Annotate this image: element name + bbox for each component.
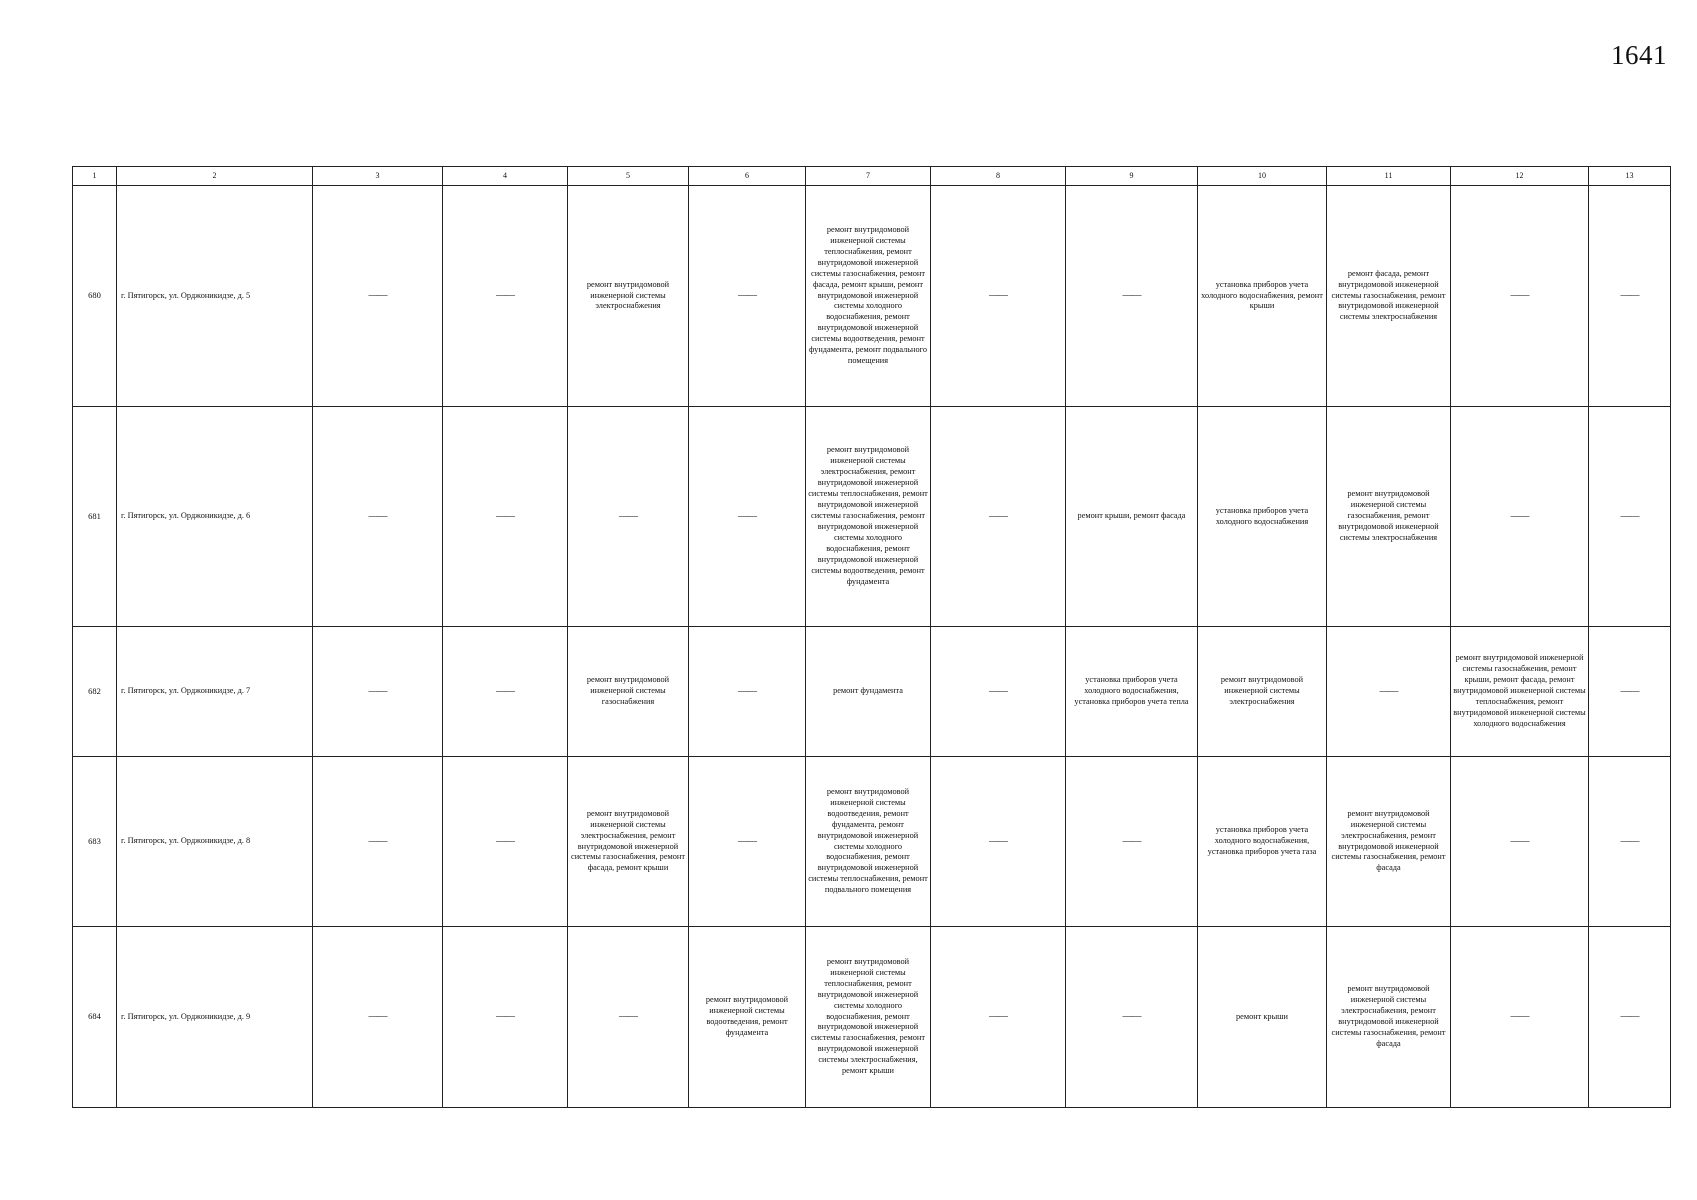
cell-col-3: —— (313, 186, 443, 407)
cell-col-8: —— (931, 757, 1066, 927)
table-row (73, 927, 1671, 1108)
cell-col-12: —— (1451, 407, 1589, 627)
cell-col-5: ремонт внутридомовой инженерной системы электроснабжения (568, 186, 689, 407)
address-cell: г. Пятигорск, ул. Орджоникидзе, д. 6 (117, 407, 313, 627)
cell-col-12: —— (1451, 186, 1589, 407)
column-number: 9 (1066, 167, 1198, 186)
cell-col-9: —— (1066, 757, 1198, 927)
row-number: 680 (73, 186, 117, 407)
page-number: 1641 (1611, 40, 1667, 70)
cell-col-13: —— (1589, 186, 1671, 407)
cell-col-13: —— (1589, 927, 1671, 1108)
column-number-row (73, 167, 1671, 186)
cell-col-3: —— (313, 407, 443, 627)
cell-col-7: ремонт внутридомовой инженерной системы электроснабжения, ремонт внутридомовой инженерной системы теплоснабжения, ремонт внутридомовой инженерной системы газоснабжения, ремонт внутридомовой инженерной системы холодного водоснабжения, ремонт внутридомовой инженерной системы водоотведения, ремонт фундамента (806, 407, 931, 627)
cell-col-13: —— (1589, 407, 1671, 627)
cell-col-4: —— (443, 927, 568, 1108)
cell-col-7: ремонт внутридомовой инженерной системы теплоснабжения, ремонт внутридомовой инженерной системы газоснабжения, ремонт фасада, ремонт крыши, ремонт внутридомовой инженерной системы холодного водоснабжения, ремонт внутридомовой инженерной системы водоотведения, ремонт фундамента, ремонт подвального помещения (806, 186, 931, 407)
column-number: 13 (1589, 167, 1671, 186)
cell-col-6: —— (689, 627, 806, 757)
column-number: 11 (1327, 167, 1451, 186)
column-number: 2 (117, 167, 313, 186)
cell-col-3: —— (313, 757, 443, 927)
column-number: 8 (931, 167, 1066, 186)
repair-plan-table (72, 166, 1671, 1108)
cell-col-8: —— (931, 927, 1066, 1108)
row-number: 683 (73, 757, 117, 927)
cell-col-8: —— (931, 186, 1066, 407)
row-number: 681 (73, 407, 117, 627)
row-number: 684 (73, 927, 117, 1108)
cell-col-9: ремонт крыши, ремонт фасада (1066, 407, 1198, 627)
cell-col-7: ремонт внутридомовой инженерной системы теплоснабжения, ремонт внутридомовой инженерной системы холодного водоснабжения, ремонт внутридомовой инженерной системы газоснабжения, ремонт внутридомовой инженерной системы электроснабжения, ремонт крыши (806, 927, 931, 1108)
cell-col-10: установка приборов учета холодного водоснабжения (1198, 407, 1327, 627)
table-row (73, 186, 1671, 407)
cell-col-12: —— (1451, 757, 1589, 927)
cell-col-9: установка приборов учета холодного водоснабжения, установка приборов учета тепла (1066, 627, 1198, 757)
cell-col-3: —— (313, 627, 443, 757)
cell-col-6: —— (689, 186, 806, 407)
cell-col-13: —— (1589, 627, 1671, 757)
cell-col-5: —— (568, 927, 689, 1108)
column-number: 7 (806, 167, 931, 186)
cell-col-4: —— (443, 757, 568, 927)
cell-col-7: ремонт фундамента (806, 627, 931, 757)
cell-col-12: ремонт внутридомовой инженерной системы газоснабжения, ремонт крыши, ремонт фасада, ремонт внутридомовой инженерной системы теплоснабжения, ремонт внутридомовой инженерной системы холодного водоснабжения (1451, 627, 1589, 757)
cell-col-11: ремонт фасада, ремонт внутридомовой инженерной системы газоснабжения, ремонт внутридомовой инженерной системы электроснабжения (1327, 186, 1451, 407)
address-cell: г. Пятигорск, ул. Орджоникидзе, д. 9 (117, 927, 313, 1108)
cell-col-6: —— (689, 407, 806, 627)
cell-col-11: ремонт внутридомовой инженерной системы электроснабжения, ремонт внутридомовой инженерной системы газоснабжения, ремонт фасада (1327, 927, 1451, 1108)
cell-col-11: ремонт внутридомовой инженерной системы газоснабжения, ремонт внутридомовой инженерной системы электроснабжения (1327, 407, 1451, 627)
cell-col-13: —— (1589, 757, 1671, 927)
cell-col-10: установка приборов учета холодного водоснабжения, ремонт крыши (1198, 186, 1327, 407)
row-number: 682 (73, 627, 117, 757)
column-number: 3 (313, 167, 443, 186)
cell-col-7: ремонт внутридомовой инженерной системы водоотведения, ремонт фундамента, ремонт внутридомовой инженерной системы холодного водоснабжения, ремонт внутридомовой инженерной системы теплоснабжения, ремонт подвального помещения (806, 757, 931, 927)
table-row (73, 627, 1671, 757)
cell-col-11: —— (1327, 627, 1451, 757)
cell-col-10: ремонт внутридомовой инженерной системы электроснабжения (1198, 627, 1327, 757)
address-cell: г. Пятигорск, ул. Орджоникидзе, д. 5 (117, 186, 313, 407)
table-row (73, 407, 1671, 627)
cell-col-5: ремонт внутридомовой инженерной системы электроснабжения, ремонт внутридомовой инженерной системы газоснабжения, ремонт фасада, ремонт крыши (568, 757, 689, 927)
address-cell: г. Пятигорск, ул. Орджоникидзе, д. 7 (117, 627, 313, 757)
cell-col-9: —— (1066, 186, 1198, 407)
cell-col-5: ремонт внутридомовой инженерной системы газоснабжения (568, 627, 689, 757)
cell-col-8: —— (931, 627, 1066, 757)
cell-col-4: —— (443, 186, 568, 407)
cell-col-11: ремонт внутридомовой инженерной системы электроснабжения, ремонт внутридомовой инженерной системы газоснабжения, ремонт фасада (1327, 757, 1451, 927)
cell-col-4: —— (443, 627, 568, 757)
cell-col-10: установка приборов учета холодного водоснабжения, установка приборов учета газа (1198, 757, 1327, 927)
cell-col-6: —— (689, 757, 806, 927)
column-number: 4 (443, 167, 568, 186)
cell-col-6: ремонт внутридомовой инженерной системы водоотведения, ремонт фундамента (689, 927, 806, 1108)
cell-col-3: —— (313, 927, 443, 1108)
column-number: 6 (689, 167, 806, 186)
cell-col-8: —— (931, 407, 1066, 627)
column-number: 12 (1451, 167, 1589, 186)
cell-col-12: —— (1451, 927, 1589, 1108)
address-cell: г. Пятигорск, ул. Орджоникидзе, д. 8 (117, 757, 313, 927)
cell-col-10: ремонт крыши (1198, 927, 1327, 1108)
cell-col-4: —— (443, 407, 568, 627)
table-row (73, 757, 1671, 927)
cell-col-5: —— (568, 407, 689, 627)
column-number: 10 (1198, 167, 1327, 186)
column-number: 5 (568, 167, 689, 186)
cell-col-9: —— (1066, 927, 1198, 1108)
column-number: 1 (73, 167, 117, 186)
